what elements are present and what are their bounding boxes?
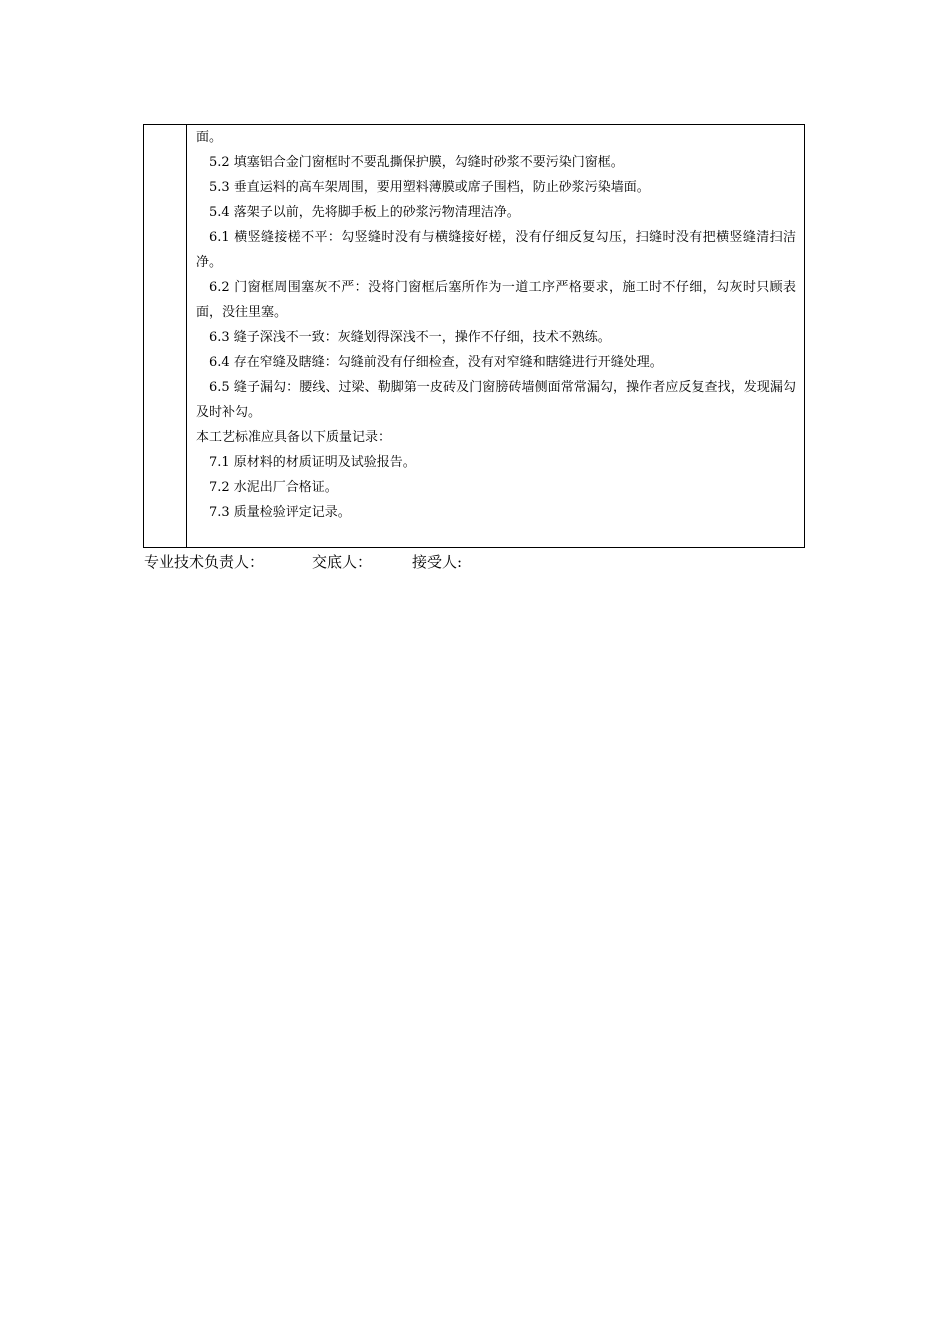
paragraph-7-2: 7.2 水泥出厂合格证。 [209,480,338,495]
paragraph-6-4: 6.4 存在窄缝及瞎缝：勾缝前没有仔细检查，没有对窄缝和瞎缝进行开缝处理。 [209,355,663,370]
table-content-cell [187,125,804,547]
paragraph-7-1: 7.1 原材料的材质证明及试验报告。 [209,455,416,470]
paragraph-6-1: 6.1 横竖缝接槎不平：勾竖缝时没有与横缝接好槎，没有仔细反复勾压，扫缝时没有把横竖缝清扫洁净。 [196,230,796,270]
briefer-label: 交底人： [312,553,373,571]
paragraph-0: 面。 [196,130,223,145]
receiver-label: 接受人: [412,553,463,571]
paragraph-6-2: 6.2 门窗框周围塞灰不严：没将门窗框后塞所作为一道工序严格要求，施工时不仔细，勾灰时只顾表面，没往里塞。 [196,280,796,320]
paragraph-6-3: 6.3 缝子深浅不一致：灰缝划得深浅不一，操作不仔细，技术不熟练。 [209,330,611,345]
paragraph-6-5: 6.5 缝子漏勾：腰线、过梁、勒脚第一皮砖及门窗膀砖墙侧面常常漏勾，操作者应反复查找，发现漏勾及时补勾。 [196,380,796,420]
signature-row [144,551,462,573]
paragraph-5-2: 5.2 填塞铝合金门窗框时不要乱撕保护膜，勾缝时砂浆不要污染门窗框。 [209,155,624,170]
document-table [143,124,805,548]
paragraph-quality-records-heading: 本工艺标准应具备以下质量记录： [196,430,392,445]
paragraph-5-3: 5.3 垂直运料的高车架周围，要用塑料薄膜或席子围档，防止砂浆污染墙面。 [209,180,650,195]
paragraph-5-4: 5.4 落架子以前，先将脚手板上的砂浆污物清理洁净。 [209,205,520,220]
tech-lead-label: 专业技术负责人： [144,553,265,571]
table-left-cell [144,125,187,547]
paragraph-7-3: 7.3 质量检验评定记录。 [209,505,351,520]
